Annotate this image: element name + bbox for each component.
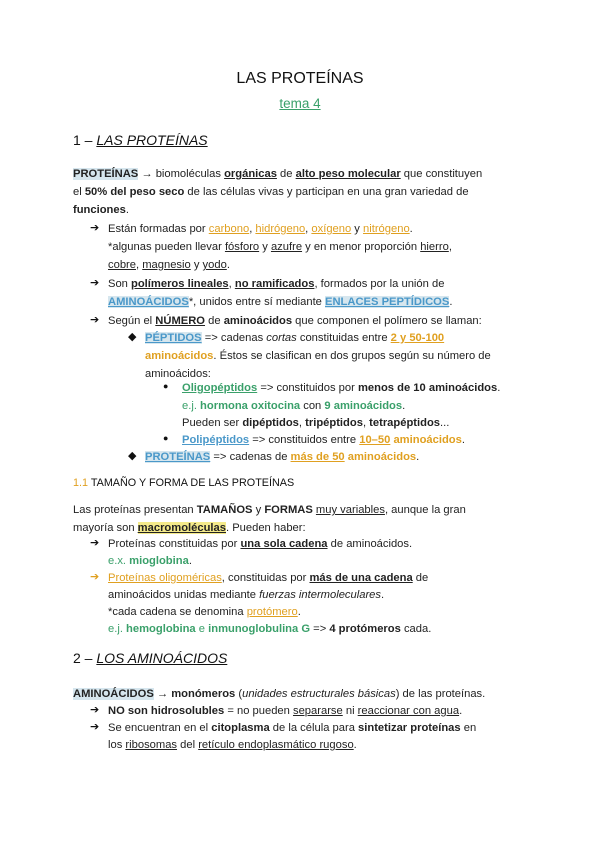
oligopeptidos-example: e.j. hormona oxitocina con 9 aminoácidos. [182,400,406,412]
bullet-composition-line-3: cobre, magnesio y yodo. [108,259,230,271]
size-form-line-2: mayoría son macromoléculas. Pueden haber: [73,522,306,534]
proteinas-definition-line-2: el 50% del peso seco de las células vivas y participan en una gran variedad de [73,186,469,198]
arrow-bullet-icon: ➔ [90,314,100,326]
long-arrow-icon: → [141,168,153,180]
long-arrow-icon: → [156,688,169,700]
arrow-bullet-icon: ➔ [90,571,100,583]
oligopeptidos-types: Pueden ser dipéptidos, tripéptidos, tetrapéptidos... [182,417,450,429]
single-chain-example: e.x. mioglobina. [108,555,192,567]
double-arrow-icon: => [204,332,218,344]
arrow-bullet-icon: ➔ [90,537,100,549]
diamond-bullet-icon: ◆ [128,331,137,343]
size-form-line-1: Las proteínas presentan TAMAÑOS y FORMAS muy variables, aunque la gran [73,504,466,516]
arrow-bullet-icon: ➔ [90,277,100,289]
proteinas-definition-line-1: PROTEÍNAS → biomoléculas orgánicas de alto peso molecular que constituyen [73,168,483,180]
location-line-1: Se encuentran en el citoplasma de la célula para sintetizar proteínas en [108,722,477,734]
oligomeric-line-2: aminoácidos unidas mediante fuerzas intermoleculares. [108,589,385,601]
double-arrow-icon: => [213,451,227,463]
arrow-bullet-icon: ➔ [90,704,100,716]
section-1-heading: 1 – LAS PROTEÍNAS [73,132,208,148]
double-arrow-icon: => [313,623,327,635]
single-chain-line: Proteínas constituidas por una sola cadena de aminoácidos. [108,538,413,550]
arrow-bullet-icon: ➔ [90,721,100,733]
oligomeric-line-1: Proteínas oligoméricas, constituidas por más de una cadena de [108,572,429,584]
double-arrow-icon: => [252,434,266,446]
double-arrow-icon: => [260,382,274,394]
peptidos-line-2: aminoácidos. Éstos se clasifican en dos grupos según su número de [145,350,491,362]
hydrosoluble-line: NO son hidrosolubles = no pueden separarse ni reaccionar con agua. [108,705,463,717]
bullet-polymers-line-1: Son polímeros lineales, no ramificados, formados por la unión de [108,278,445,290]
peptidos-line-3: aminoácidos: [145,368,211,380]
proteinas-chain-line: PROTEÍNAS => cadenas de más de 50 aminoácidos. [145,451,420,463]
bullet-composition-line-2: *algunas pueden llevar fósforo y azufre y en menor proporción hierro, [108,241,452,253]
dot-bullet-icon: ● [163,433,169,443]
diamond-bullet-icon: ◆ [128,450,137,462]
arrow-bullet-icon: ➔ [90,222,100,234]
bullet-polymers-line-2: AMINOÁCIDOS*, unidos entre sí mediante ENLACES PEPTÍDICOS. [108,296,453,308]
location-line-2: los ribosomas del retículo endoplasmático rugoso. [108,739,357,751]
peptidos-line-1: PÉPTIDOS => cadenas cortas constituidas entre 2 y 50-100 [145,332,445,344]
bullet-number-line: Según el NÚMERO de aminoácidos que componen el polímero se llaman: [108,315,482,327]
document-subtitle: tema 4 [279,96,321,111]
bullet-composition-line-1: Están formadas por carbono, hidrógeno, oxígeno y nitrógeno. [108,223,413,235]
oligomeric-line-3: *cada cadena se denomina protómero. [108,606,301,618]
oligopeptidos-line-1: Oligopéptidos => constituidos por menos de 10 aminoácidos. [182,382,501,394]
section-2-heading: 2 – LOS AMINOÁCIDOS [73,650,228,666]
aminoacidos-definition: AMINOÁCIDOS → monómeros (unidades estructurales básicas) de las proteínas. [73,688,486,700]
oligomeric-example: e.j. hemoglobina e inmunoglobulina G => 4 protómeros cada. [108,623,432,635]
proteinas-definition-line-3: funciones. [73,204,129,216]
document-title: LAS PROTEÍNAS [236,70,364,87]
polipeptidos-line: Polipéptidos => constituidos entre 10–50 aminoácidos. [182,434,465,446]
dot-bullet-icon: ● [163,381,169,391]
section-1-1-heading: 1.1 TAMAÑO Y FORMA DE LAS PROTEÍNAS [73,477,295,489]
